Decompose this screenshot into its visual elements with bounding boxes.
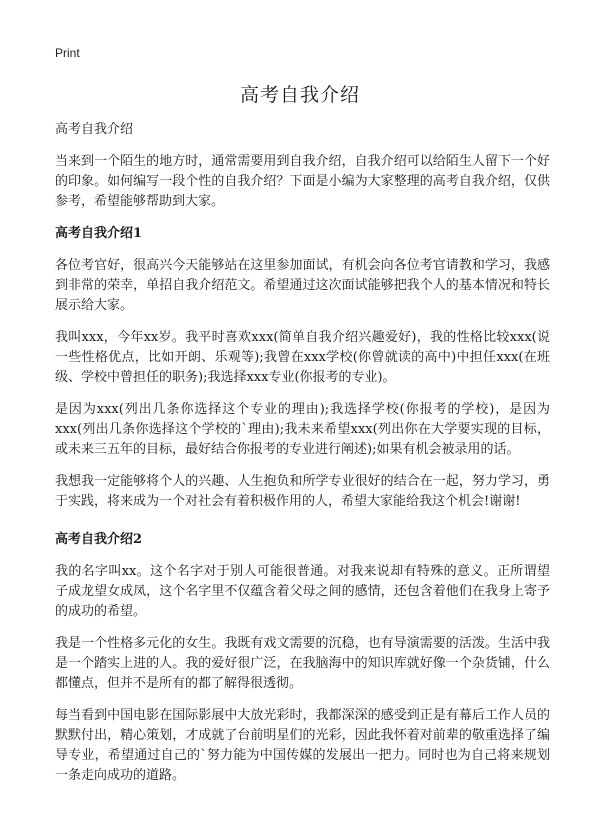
section-1-paragraph: 我叫xxx，今年xx岁。我平时喜欢xxx(简单自我介绍兴趣爱好)，我的性格比较xxx(说一些性格优点，比如开朗、乐观等);我曾在xxx学校(你曾就读的高中)中担任xxx(在班级、学校中曾担任的职务);我选择xxx专业(你报考的专业)。 bbox=[55, 330, 550, 385]
section-2-paragraph: 我的名字叫xx。这个名字对于别人可能很普通。对我来说却有特殊的意义。正所谓望子成龙望女成凤，这个名字里不仅蕴含着父母之间的感情，还包含着他们在我身上寄予的成功的希望。 bbox=[55, 564, 550, 619]
page-title: 高考自我介绍 bbox=[239, 84, 360, 106]
section-1-paragraph: 我想我一定能够将个人的兴趣、人生抱负和所学专业很好的结合在一起，努力学习，勇于实践，将来成为一个对社会有着积极作用的人，希望大家能给我这个机会!谢谢! bbox=[55, 474, 550, 509]
section-2-paragraph: 我是一个性格多元化的女生。我既有戏文需要的沉稳，也有导演需要的活泼。生活中我是一个踏实上进的人。我的爱好很广泛，在我脑海中的知识库就好像一个杂货铺，什么都懂点，但并不是所有的都了解得很透彻。 bbox=[55, 636, 550, 691]
print-link[interactable]: Print bbox=[55, 46, 80, 60]
section-heading-1: 高考自我介绍1 bbox=[55, 226, 143, 241]
document-body bbox=[55, 120, 550, 798]
document-subtitle: 高考自我介绍 bbox=[55, 122, 134, 137]
section-1-paragraph: 是因为xxx(列出几条你选择这个专业的理由);我选择学校(你报考的学校)，是因为xxx(列出几条你选择这个学校的`理由);我未来希望xxx(列出你在大学要实现的目标，或未来三五年的目标，最好结合你报考的专业进行阐述);如果有机会被录用的话。 bbox=[55, 402, 550, 457]
section-2-paragraph: 每当看到中国电影在国际影展中大放光彩时，我都深深的感受到正是有幕后工作人员的默默付出，精心策划，才成就了台前明星们的光彩，因此我怀着对前辈的敬重选择了编导专业，希望通过自己的`努力能为中国传媒的发展出一把力。同时也为自己将来规划一条走向成功的道路。 bbox=[55, 708, 550, 783]
intro-paragraph: 当来到一个陌生的地方时，通常需要用到自我介绍，自我介绍可以给陌生人留下一个好的印象。如何编写一段个性的自我介绍？下面是小编为大家整理的高考自我介绍，仅供参考，希望能够帮助到大家。 bbox=[55, 154, 550, 209]
section-1-paragraph: 各位考官好，很高兴今天能够站在这里参加面试，有机会向各位考官请教和学习，我感到非常的荣幸，单招自我介绍范文。希望通过这次面试能够把我个人的基本情况和特长展示给大家。 bbox=[55, 258, 550, 313]
section-heading-2: 高考自我介绍2 bbox=[55, 532, 143, 547]
